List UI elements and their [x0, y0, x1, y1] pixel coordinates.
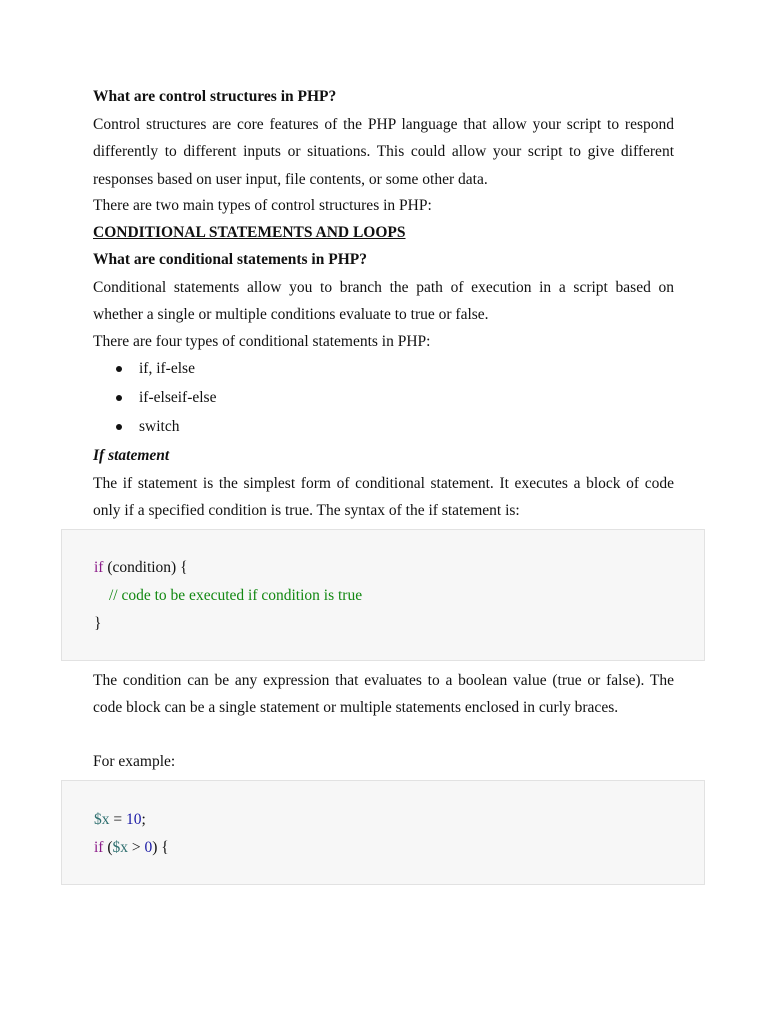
paragraph-condition-expression: The condition can be any expression that evaluates to a boolean value (true or false). The code block can be a single statement or multiple statements enclosed in curly braces.: [93, 672, 674, 717]
code-keyword: if: [94, 839, 104, 856]
code-block-example: [61, 780, 705, 885]
paragraph-conditional-statements: Conditional statements allow you to branch the path of execution in a script based on whether a single or multiple conditions evaluate to true or false.: [93, 279, 674, 324]
code-text: ) {: [152, 839, 169, 856]
list-item: switch: [115, 416, 216, 445]
paragraph-two-types: There are two main types of control structures in PHP:: [93, 197, 432, 214]
code-number: 0: [144, 839, 153, 856]
code-line: [94, 838, 169, 858]
code-operator: =: [109, 811, 126, 828]
paragraph-for-example: For example:: [93, 753, 176, 770]
code-text: ;: [141, 811, 146, 828]
code-block-if-syntax: [61, 529, 705, 661]
list-item: if, if-else: [115, 358, 216, 387]
heading-conditional-statements: What are conditional statements in PHP?: [93, 251, 367, 268]
code-line: [109, 586, 362, 606]
heading-if-statement: If statement: [93, 447, 170, 464]
code-line: [94, 614, 101, 634]
code-variable: $x: [112, 839, 129, 856]
heading-conditional-statements-and-loops: CONDITIONAL STATEMENTS AND LOOPS: [93, 224, 406, 241]
paragraph-four-types: There are four types of conditional statements in PHP:: [93, 333, 431, 350]
code-comment: // code to be executed if condition is true: [109, 587, 363, 604]
code-line: [94, 558, 188, 578]
paragraph-if-statement: The if statement is the simplest form of conditional statement. It executes a block of code only if a specified condition is true. The syntax of the if statement is:: [93, 475, 674, 520]
code-text: (condition) {: [103, 559, 188, 576]
code-number: 10: [126, 811, 142, 828]
list-item: if-elseif-else: [115, 387, 216, 416]
code-keyword: if: [94, 559, 104, 576]
paragraph-control-structures: Control structures are core features of the PHP language that allow your script to respond differently to different inputs or situations. This could allow your script to give different responses based on user input, file contents, or some other data.: [93, 116, 674, 188]
heading-control-structures: What are control structures in PHP?: [93, 88, 337, 105]
code-text: (: [103, 839, 113, 856]
code-operator: >: [128, 839, 145, 856]
code-line: [94, 810, 146, 830]
code-text: }: [94, 615, 102, 632]
code-variable: $x: [94, 811, 110, 828]
conditional-types-list: [115, 358, 216, 445]
